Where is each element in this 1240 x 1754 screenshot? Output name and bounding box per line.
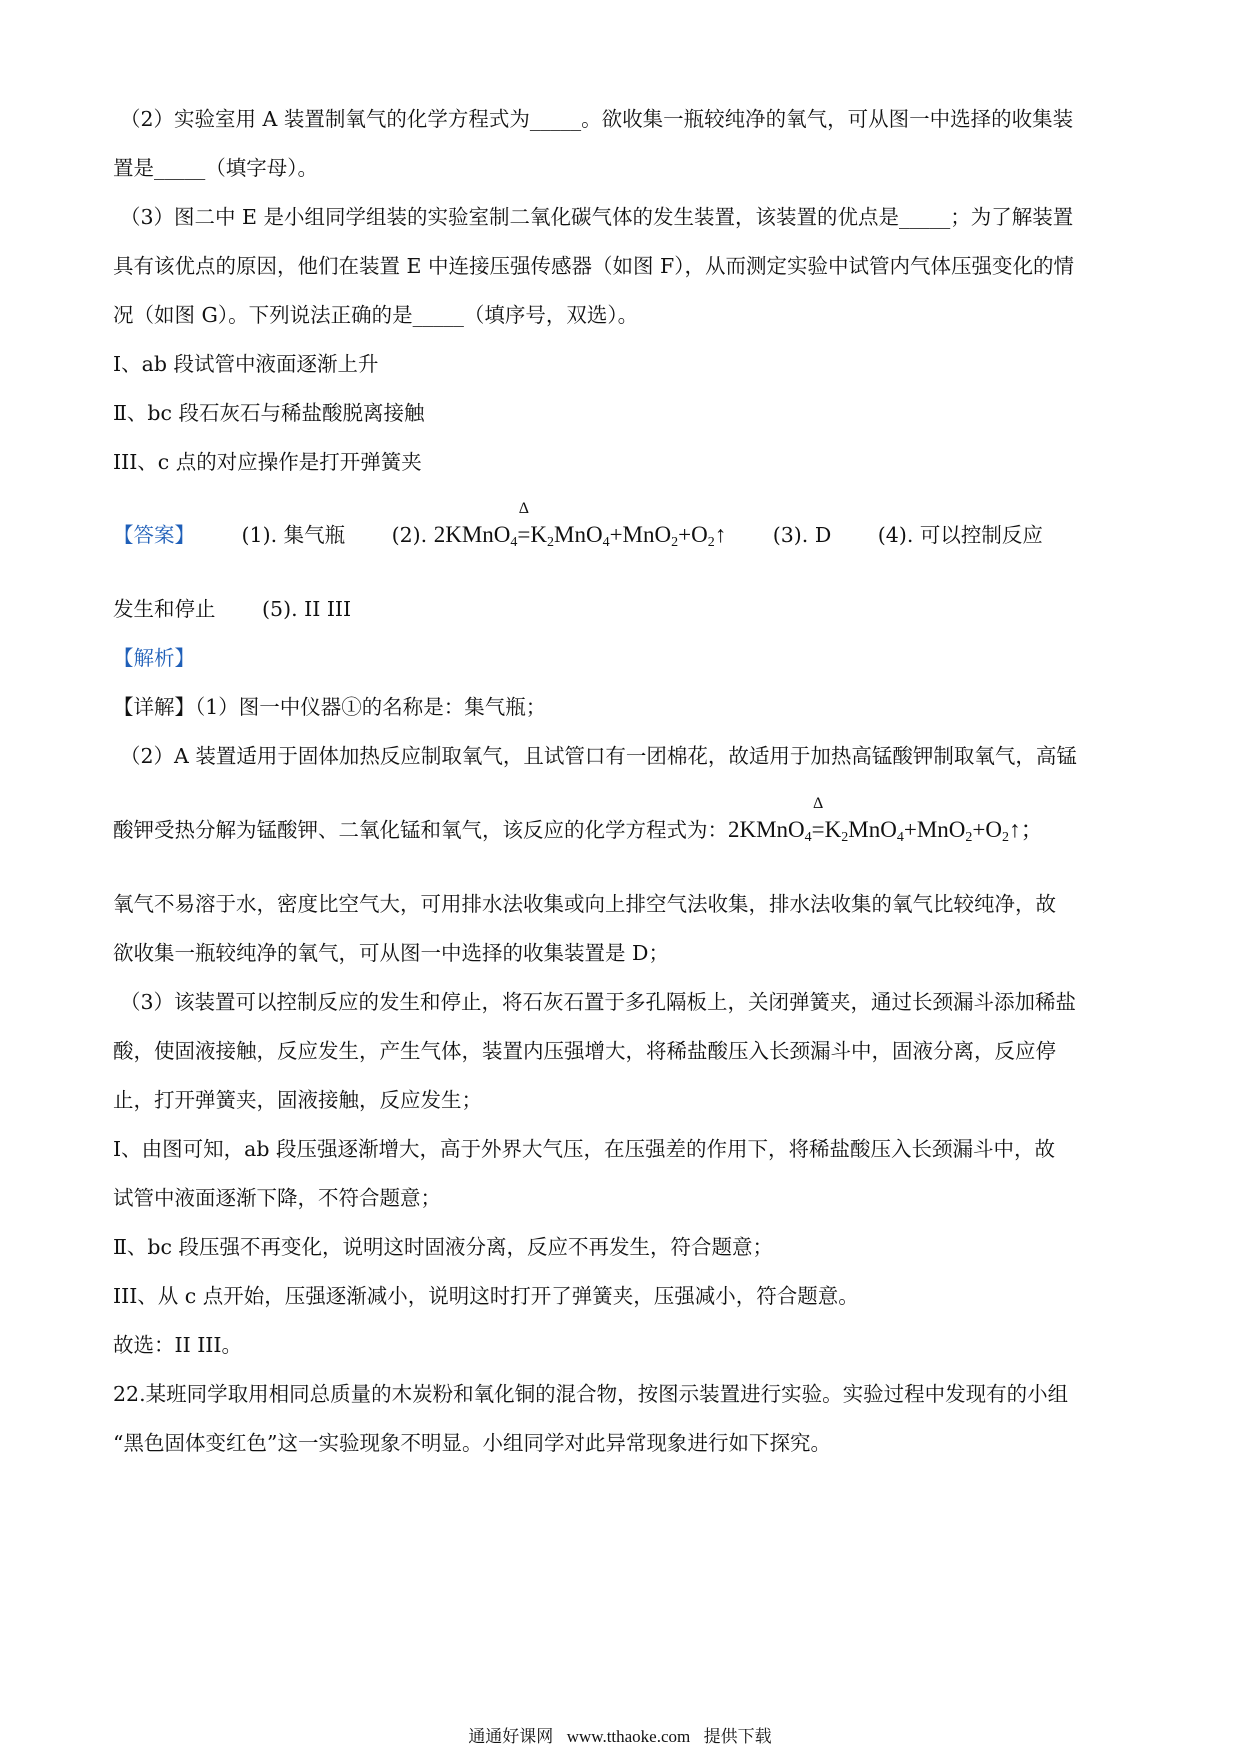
question-3-line-3: 况（如图 G）。下列说法正确的是_____（填序号，双选）。 [113, 303, 639, 327]
question-2-line-2: 置是_____（填字母）。 [113, 156, 318, 180]
footer-brand: 通通好课网 [468, 1727, 554, 1747]
question-3-line-1: （3）图二中 E 是小组同学组装的实验室制二氧化碳气体的发生装置，该装置的优点是_____；为了解装置 [120, 205, 1074, 229]
option-iii: III、c 点的对应操作是打开弹簧夹 [113, 450, 422, 474]
page-footer [0, 1722, 1240, 1747]
detail-line-4: 氧气不易溶于水，密度比空气大，可用排水法收集或向上排空气法收集，排水法收集的氧气比较纯净，故 [113, 892, 1056, 916]
answer-item-3: (3). D [772, 523, 832, 547]
detail-line-12: III、从 c 点开始，压强逐渐减小，说明这时打开了弹簧夹，压强减小，符合题意。 [113, 1284, 859, 1308]
answer-item-5: (5). II III [262, 597, 352, 621]
analysis-heading: 【解析】 [113, 646, 195, 670]
equation-answer: 2KMnO$_4$ Δ $=K_2MnO_4+MnO_2+O_2↑$ [433, 500, 727, 550]
answer-line-2: 发生和停止 (5). II III [113, 597, 352, 621]
detail-line-6: （3）该装置可以控制反应的发生和停止，将石灰石置于多孔隔板上，关闭弹簧夹，通过长颈漏斗添加稀盐 [120, 990, 1077, 1014]
question-22-line-1: 22.某班同学取用相同总质量的木炭粉和氧化铜的混合物，按图示装置进行实验。实验过程中发现有的小组 [113, 1382, 1069, 1406]
answer-label: 【答案】 [113, 523, 195, 547]
heat-symbol: Δ = [811, 795, 825, 842]
detail-line-3: 酸钾受热分解为锰酸钾、二氧化锰和氧气，该反应的化学方程式为：2KMnO$_4$ Δ $=K_2MnO_4+MnO_2+O_2↑$； [113, 815, 1043, 853]
answer-item-2-label: (2). [391, 523, 428, 547]
footer-note: 提供下载 [703, 1727, 772, 1747]
detail-line-11: Ⅱ、bc 段压强不再变化，说明这时固液分离，反应不再发生，符合题意； [113, 1235, 774, 1259]
detail-line-5: 欲收集一瓶较纯净的氧气，可从图一中选择的收集装置是 D； [113, 941, 669, 965]
option-i: I、ab 段试管中液面逐渐上升 [113, 352, 379, 376]
detail-line-2: （2）A 装置适用于固体加热反应制取氧气，且试管口有一团棉花，故适用于加热高锰酸钾制取氧气，高锰 [120, 744, 1077, 768]
detail-line-7: 酸，使固液接触，反应发生，产生气体，装置内压强增大，将稀盐酸压入长颈漏斗中，固液分离，反应停 [113, 1039, 1056, 1063]
question-22-line-2: “黑色固体变红色”这一实验现象不明显。小组同学对此异常现象进行如下探究。 [113, 1431, 831, 1455]
answer-item-4: (4). 可以控制反应 [877, 523, 1043, 547]
question-3-line-2: 具有该优点的原因，他们在装置 E 中连接压强传感器（如图 F），从而测定实验中试管内气体压强变化的情 [113, 254, 1074, 278]
conclusion-line: 故选：II III。 [113, 1333, 243, 1357]
answer-item-1: (1). 集气瓶 [241, 523, 346, 547]
heat-symbol: Δ = [517, 500, 531, 547]
detail-line-1: 【详解】（1）图一中仪器①的名称是：集气瓶； [113, 695, 547, 719]
question-2-line-1: （2）实验室用 A 装置制氧气的化学方程式为_____。欲收集一瓶较纯净的氧气，可从图一中选择的收集装 [120, 107, 1074, 131]
option-ii: Ⅱ、bc 段石灰石与稀盐酸脱离接触 [113, 401, 425, 425]
footer-url[interactable]: www.tthaoke.com [566, 1727, 691, 1746]
answer-line [113, 500, 1043, 558]
detail-line-9: Ⅰ、由图可知，ab 段压强逐渐增大，高于外界大气压，在压强差的作用下，将稀盐酸压入长颈漏斗中，故 [113, 1137, 1055, 1161]
equation-detail: 2KMnO$_4$ Δ $=K_2MnO_4+MnO_2+O_2↑$； [728, 795, 1044, 845]
detail-line-8: 止，打开弹簧夹，固液接触，反应发生； [113, 1088, 482, 1112]
detail-line-10: 试管中液面逐渐下降，不符合题意； [113, 1186, 441, 1210]
